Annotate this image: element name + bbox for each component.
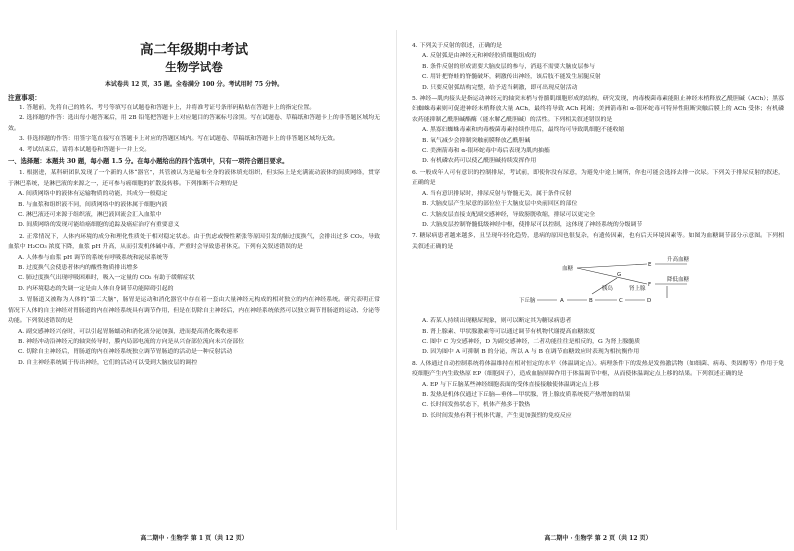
question-option: C. 肺过度换气出现呼吸困难时，吸入一定量的 CO₂ 有助于缓解症状 (18, 275, 195, 282)
node-b: B (589, 298, 593, 305)
page-footer: 高二期中 · 生物学 第 1 页（共 12 页） (140, 535, 248, 542)
node-islet: 胰岛 (602, 286, 614, 293)
node-blood-sugar: 血糖 (562, 266, 574, 273)
left-page (8, 0, 380, 551)
question-option: D. 大脑皮层控制脊髓低级神经中枢，使排尿可以控制，这体现了神经系统的分级调节 (422, 221, 643, 228)
question-option: D. 有机磷农药可以使乙酰胆碱持续发挥作用 (422, 158, 537, 165)
question-4 (412, 41, 784, 93)
question-8 (412, 359, 784, 421)
question-option: D. 长时间发热有利于机体代谢，产生更加强烈的免疫反应 (422, 412, 572, 419)
exam-subtitle: 生物学试卷 (165, 60, 223, 75)
question-option: A. 反射弧是由神经元和神经胶质细胞组成的 (422, 53, 537, 60)
diagram-svg (517, 254, 697, 312)
arrow-line (577, 264, 647, 268)
question-stem: 6. 一般成年人可有意识的控制排尿，考试前，即使你没有尿意，为避免中途上厕所，你也可能会选择去排一次尿。下列关于排尿反射的叙述，正确的是 (412, 169, 784, 187)
node-lower-sugar: 降低血糖 (667, 277, 690, 284)
question-option: C. 长时间发热状态下，机体产热多于散热 (422, 402, 531, 409)
node-hypothalamus: 下丘脑 (519, 298, 536, 305)
arrow-line (577, 268, 647, 284)
question-option: D. 因为图中 A 可抑制 B 的分泌，所以 A 与 B 在调节血糖效应时表现为相抗衡作用 (422, 349, 640, 356)
question-option: B. 神经冲动沿神经元的轴突传导时，膜内局部电流的方向是从兴奋部位流向未兴奋部位 (18, 338, 245, 345)
question-stem: 3. 胃肠道又被称为人体的“第二大脑”，肠胃是运动和消化器官中存在着一套由大量神经元构成的相对独立的内在神经系统。研究表明正常情况下人体的自主神经对胃肠道的内在神经系统具有调节作用，但是在切除自主神经后，内在神经系统依然可以独立调节胃肠道的运动、分泌等功能。下列叙述错误的是 (8, 297, 380, 325)
exam-title: 高二年级期中考试 (140, 42, 248, 58)
node-adrenal: 肾上腺 (629, 286, 646, 293)
question-option: C. 图中 C 为交感神经，D 为副交感神经，二者功能往往是相反的，G 为肾上腺髓质 (422, 338, 640, 345)
section-heading: 一、选择题：本题共 30 题，每小题 1.5 分。在每小题给出的四个选项中，只有一项符合题目要求。 (8, 158, 289, 166)
node-a: A (560, 298, 564, 305)
question-stem: 4. 下列关于反射的叙述，正确的是 (412, 43, 502, 49)
node-d: D (647, 298, 652, 305)
question-option: B. 过度换气会使患者体内的酸性物质排出增多 (18, 265, 138, 272)
page-footer: 高二期中 · 生物学 第 2 页（共 12 页） (544, 535, 652, 542)
question-option: A. 副交感神经兴奋时，可以引起胃肠蠕动和消化液分泌加强，进而提高消化吸收速率 (18, 328, 239, 335)
question-option: D. 自主神经系统属于传出神经，它们的活动可以受到大脑皮层的调控 (18, 359, 198, 366)
question-option: A. 人体参与血浆 pH 调节的系统有呼吸系统和泌尿系统等 (18, 254, 169, 261)
question-6 (412, 168, 784, 230)
page-divider (396, 30, 397, 530)
question-option: A. 黑寡妇蜘蛛毒素和肉毒梭菌毒素持续作用后，最终均可导致肌细胞不能收缩 (422, 127, 625, 134)
question-stem: 5. 神经—肌肉接头是指运动神经元的轴突末梢与骨骼肌细胞形成的结构，研究发现，肉毒梭菌毒素能阻止神经末梢释放乙酰胆碱（ACh）；黑寡妇蜘蛛毒素则可促进神经末梢释放大量 ACh，最终将导致 ACh 耗竭；美洲箭毒和 α-银环蛇毒可特异性阻断突触后膜上的 ACh 受体；有机磷农药能抑制乙酰胆碱酯酶（能水解乙酰胆碱）的活性。下列相关叙述错误的是 (412, 96, 784, 123)
question-option: A. EP 与下丘脑某些神经细胞表面的受体直接接触使体温调定点上移 (422, 381, 600, 388)
question-option: A. 间质网络中的液体有运输物质的功能，其成分一般稳定 (18, 191, 168, 198)
note-item: 4. 考试结束后，请将本试题卷和答题卡一并上交。 (19, 146, 151, 153)
question-option: D. 间质网络的发现可能给癌细胞的追踪及癌症治疗有重要意义 (18, 222, 180, 229)
question-7 (412, 231, 784, 357)
node-e: E (648, 262, 652, 269)
question-option: B. 与血浆和组织液不同，间质网络中的液体属于细胞内液 (18, 201, 168, 208)
question-stem: 8. 人体通过自动控制系统将体温维持在相对恒定的水平（体温调定点）。病理条件下的发热是发热激活物（如细菌、病毒、类固醇等）作用于免疫细胞产生内生致热原 EP（细胞因子），造成血脑屏障作用于体温调节中枢，从而使体温调定点上移的结果。下列叙述正确的是 (412, 360, 784, 378)
question-1 (8, 168, 380, 230)
question-option: B. 发热是机体仅通过下丘脑—垂体—甲状腺，肾上腺皮质系统使产热增加的结果 (422, 391, 631, 398)
question-2 (8, 232, 380, 294)
question-option: B. 大脑皮层产生尿意的部位位于大脑皮层中央前回区的部位 (422, 201, 578, 208)
exam-meta: 本试卷共 12 页，35 题。全卷满分 100 分。考试用时 75 分钟。 (104, 80, 284, 88)
question-option: B. 肾上腺素、甲状腺激素等可以通过调节有机物代谢提高血糖浓度 (422, 328, 596, 335)
question-option: A. 若某人持续出现糖尿现象，则可以断定其为糖尿病患者 (422, 318, 572, 325)
right-page (412, 0, 784, 551)
question-option: B. 条件反射的形成需要大脑皮层的参与，消退不需要大脑皮层参与 (422, 63, 596, 70)
question-option: C. 淋巴液还可来源于组织液，淋巴液回流会汇入血浆中 (18, 212, 162, 219)
question-option: C. 大脑皮层直接支配副交感神经，导致膀胱收缩，排尿可以更完全 (422, 211, 595, 218)
notes-heading: 注意事项： (8, 93, 41, 102)
question-option: D. 只要反射弧结构完整，给予适当刺激，即可出现反射活动 (422, 84, 578, 91)
node-raise-sugar: 升高血糖 (667, 257, 690, 264)
question-5 (412, 94, 784, 167)
question-option: B. 氧气减少会抑制突触前膜释放乙酰胆碱 (422, 137, 531, 144)
question-option: A. 当有意识排尿时，排尿反射与脊髓无关，属于条件反射 (422, 190, 572, 197)
note-item: 1. 答题前，先将自己的姓名、考号等填写在试题卷和答题卡上，并将准考证号条形码粘贴在答题卡上的指定位置。 (19, 104, 316, 111)
node-g: G (617, 272, 622, 279)
node-f: F (648, 282, 652, 289)
blood-sugar-diagram (412, 254, 784, 314)
note-item: 2. 选择题的作答：选出每小题答案后，用 2B 铅笔把答题卡上对应题目的答案标号涂黑。写在试题卷、草稿纸和答题卡上的非答题区域均无效。 (8, 115, 380, 132)
question-stem: 2. 正常情况下，人体内环境的成分和理化性质处于相对稳定状态。由于焦虑或慢性紧张等原因引发的肺过度换气，会排出过多 CO₂，导致血浆中 H₂CO₃ 浓度下降，血浆 pH 升高，从而引发机体碱中毒，严重时会导致患者休克。下列有关叙述错误的是 (8, 233, 380, 251)
question-stem: 7. 糖尿病患者越来越多，且呈现年轻化趋势，患病的原因也很复杂，有遗传因素，也有后天环境因素等。如图为血糖调节部分示意图。下列相关叙述正确的是 (412, 233, 784, 250)
question-3 (8, 295, 380, 368)
node-c: C (619, 298, 623, 305)
question-option: D. 内环境稳态的失调一定是由人体自身调节功能障碍引起的 (18, 285, 174, 292)
question-option: C. 美洲箭毒和 α-银环蛇毒中毒后表现为肌肉抽搐 (422, 148, 550, 155)
question-option: C. 用针把脊蛙的脊髓破坏，刺激传出神经，该后肢不能发生屈腿反射 (422, 74, 601, 81)
note-item: 3. 非选择题的作答：用签字笔直接写在答题卡上对应的答题区域内。写在试题卷、草稿纸和答题卡上的非答题区域均无效。 (19, 136, 339, 143)
question-stem: 1. 根据进，某科研团队发现了一个新的人体“器官”，其管被认为是遍布全身的液体填充组织，但实际上是充满流动液体的间质网络，贯穿于淋巴系统，是淋巴液的来源之一，还可参与癌细胞的扩散及转移。下列推断不合理的是 (8, 170, 380, 187)
question-option: C. 切除自主神经后，胃肠道的内在神经系统独立调节胃肠道的活动是一种反射活动 (18, 349, 233, 356)
